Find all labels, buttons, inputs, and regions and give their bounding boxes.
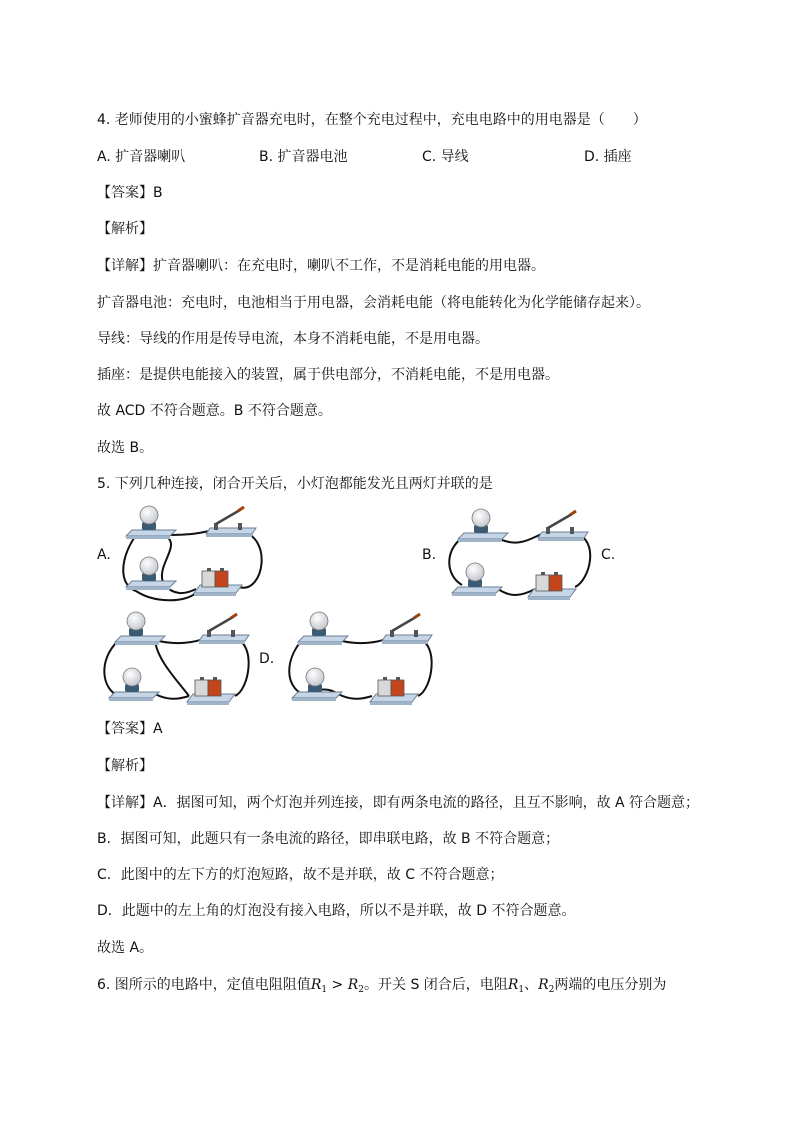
resistor-r1-symbol: $R_1$: [310, 977, 328, 995]
lamp-icon: [458, 509, 508, 542]
figure-label-d: D.: [259, 651, 275, 667]
q4-analysis-line: 插座：是提供电能接入的装置，属于供电部分，不消耗电能，不是用电器。: [97, 367, 559, 383]
figure-label-a: A.: [97, 547, 111, 563]
q5-analysis-line: 故选 A。: [97, 940, 154, 956]
battery-icon: [187, 677, 235, 705]
q4-option-d: D. 插座: [584, 149, 632, 165]
resistor-r2-symbol: $R_2$: [347, 977, 365, 995]
q5-answer: 【答案】A: [97, 721, 163, 737]
q5-analysis-line: B．据图可知，此题只有一条电流的路径，即串联电路，故 B 不符合题意；: [97, 831, 560, 847]
q6-stem-part1: 6. 图所示的电路中，定值电阻阻值: [97, 977, 311, 993]
q5-analysis-line: C．此图中的左下方的灯泡短路，故不是并联，故 C 不符合题意；: [97, 867, 504, 883]
greater-than-sign: >: [327, 977, 348, 993]
resistor-r2-symbol: $R_2$: [538, 977, 555, 995]
switch-icon: [199, 614, 249, 644]
battery-icon: [370, 677, 418, 705]
separator: 、: [524, 977, 539, 993]
q4-analysis-line: 故 ACD 不符合题意。B 不符合题意。: [97, 403, 332, 419]
lamp-icon: [452, 563, 502, 596]
lamp-icon: [126, 557, 176, 590]
q5-analysis-heading: 【解析】: [97, 758, 153, 774]
figure-label-c: C.: [601, 547, 616, 563]
q4-analysis-heading: 【解析】: [97, 221, 153, 237]
q4-analysis-line: 【详解】扩音器喇叭：在充电时，喇叭不工作，不是消耗电能的用电器。: [97, 258, 545, 274]
q4-option-a: A. 扩音器喇叭: [97, 149, 186, 165]
circuit-figure-d: [280, 610, 440, 710]
circuit-figure-c: [97, 610, 257, 710]
q4-analysis-line: 故选 B。: [97, 440, 154, 456]
q4-answer: 【答案】B: [97, 185, 163, 201]
resistor-r1-symbol: $R_1$: [507, 977, 525, 995]
switch-icon: [206, 507, 256, 537]
lamp-icon: [115, 612, 165, 645]
lamp-icon: [109, 668, 159, 701]
q4-analysis-line: 扩音器电池：充电时，电池相当于用电器，会消耗电能（将电能转化为化学能储存起来）。: [97, 295, 650, 311]
lamp-icon: [298, 612, 348, 645]
q4-analysis-line: 导线：导线的作用是传导电流，本身不消耗电能，不是用电器。: [97, 331, 489, 347]
battery-icon: [194, 568, 242, 596]
q5-stem: 5. 下列几种连接，闭合开关后，小灯泡都能发光且两灯并联的是: [97, 476, 493, 492]
q4-option-b: B. 扩音器电池: [259, 149, 348, 165]
figure-label-b: B.: [422, 547, 437, 563]
q6-stem-part3: 两端的电压分别为: [554, 977, 667, 993]
lamp-icon: [292, 668, 342, 701]
q5-analysis-line: 【详解】A．据图可知，两个灯泡并列连接，即有两条电流的路径，且互不影响，故 A 符合题意；: [97, 795, 700, 811]
lamp-icon: [126, 506, 176, 539]
q5-analysis-line: D．此题中的左上角的灯泡没有接入电路，所以不是并联，故 D 不符合题意。: [97, 903, 576, 919]
q6-stem-part2: 。开关 S 闭合后，电阻: [364, 977, 508, 993]
q4-stem: 4. 老师使用的小蜜蜂扩音器充电时，在整个充电过程中，充电电路中的用电器是（ ）: [97, 112, 647, 128]
q4-option-c: C. 导线: [422, 149, 469, 165]
switch-icon: [382, 614, 432, 644]
battery-icon: [528, 572, 576, 600]
circuit-figure-b: [440, 505, 600, 605]
q6-stem: [97, 976, 666, 999]
circuit-figure-a: [114, 505, 274, 605]
switch-icon: [538, 511, 588, 541]
